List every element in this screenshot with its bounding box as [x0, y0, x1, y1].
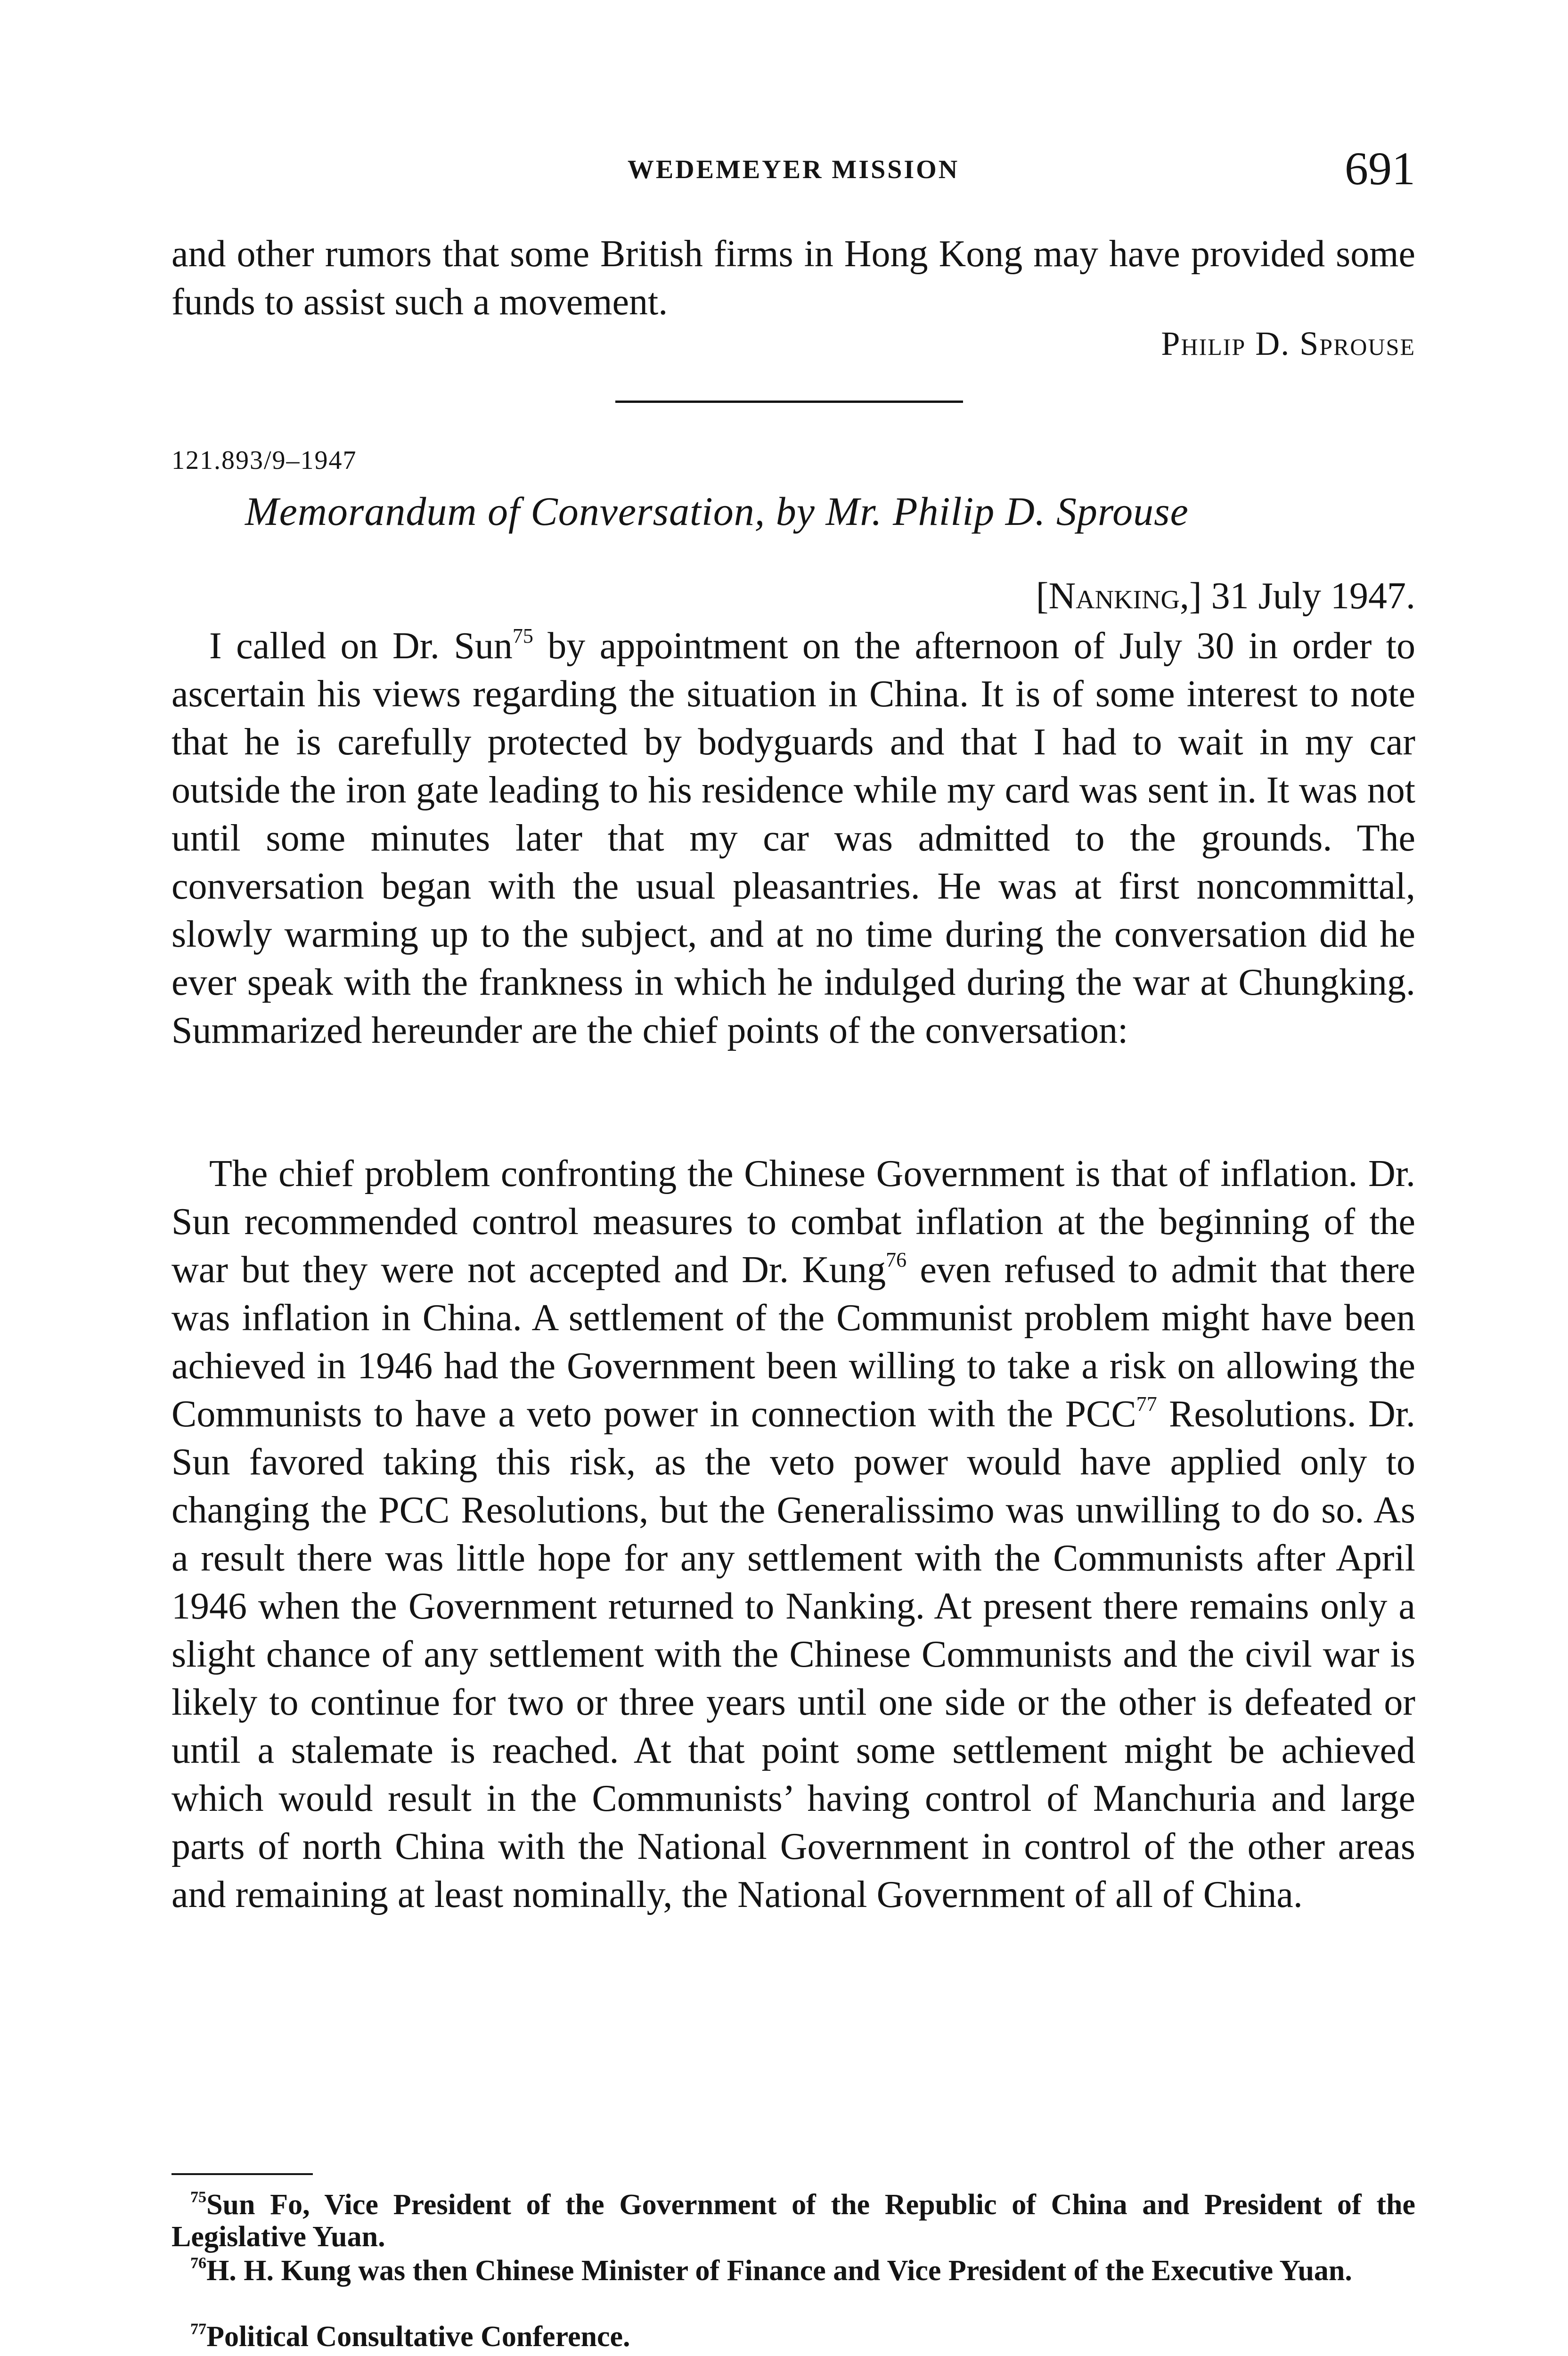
p1-text-a: I called on Dr. Sun: [209, 625, 513, 667]
footnote-text-77: Political Consultative Conference.: [206, 2321, 630, 2353]
page-number: 691: [1345, 142, 1415, 195]
running-head: WEDEMEYER MISSION: [627, 155, 960, 184]
dateline: [1036, 575, 1415, 618]
footnote-mark-76: 76: [190, 2254, 207, 2272]
page-header: [172, 141, 1415, 198]
signature: Philip D. Sprouse: [1161, 325, 1415, 362]
p1-text-b: by appointment on the afternoon of July 30 in order to ascertain his views regarding the situation in China. It is of some interest to note that he is carefully protected by bodyguards and that I had to wait in my car outside the iron gate leading to his residence while my card was sent in. It was not until some minutes later that my car was admitted to the grounds. The conversation began with the usual pleasantries. He was at first noncommittal, slowly warming up to the subject, and at no time during the conversation did he ever speak with the frankness in which he indulged during the war at Chungking. Summarized hereunder are the chief points of the conversation:: [172, 625, 1416, 1051]
footnote-ref-76[interactable]: 76: [886, 1248, 907, 1271]
footnote-75: [172, 2189, 1415, 2253]
footnote-text-75: Sun Fo, Vice President of the Government of the Republic of China and President of the Legislative Yuan.: [172, 2189, 1415, 2253]
body-paragraph-1: [172, 622, 1415, 1055]
footnote-text-76: H. H. Kung was then Chinese Minister of Finance and Vice President of the Executive Yuan.: [206, 2255, 1352, 2287]
section-divider: [615, 401, 963, 403]
p2-text-c: Resolutions. Dr. Sun favored taking this risk, as the veto power would have applied only to changing the PCC Resolutions, but the Generalissimo was unwilling to do so. As a result there was little hope for any settlement with the Communists after April 1946 when the Government returned to Nanking. At present there remains only a slight chance of any settlement with the Chinese Communists and the civil war is likely to continue for two or three years until one side or the other is defeated or until a stalemate is reached. At that point some settlement might be achieved which would result in the Communists’ having control of Manchuria and large parts of north China with the National Government in control of the other areas and remaining at least nominally, the National Government of all of China.: [172, 1393, 1416, 1915]
footnote-ref-75[interactable]: 75: [512, 624, 533, 647]
footnote-mark-75: 75: [190, 2188, 207, 2206]
dateline-place: [Nanking,]: [1036, 575, 1202, 617]
body-paragraph-2: [172, 1150, 1415, 1919]
continuation-paragraph: and other rumors that some British firms in Hong Kong may have provided some funds to assist such a movement.: [172, 233, 1415, 323]
document-title: Memorandum of Conversation, by Mr. Philip D. Sprouse: [245, 489, 1189, 534]
p2-text-a: The chief problem confronting the Chinese Government is that of inflation. Dr. Sun recommended control measures to combat inflation at the beginning of the war but they were not accepted and Dr. Kung: [172, 1153, 1415, 1291]
footnote-76: [172, 2255, 1415, 2287]
footnote-77: [172, 2321, 1415, 2353]
file-number: 121.893/9–1947: [172, 446, 357, 475]
footnote-divider: [172, 2173, 313, 2175]
footnote-mark-77: 77: [190, 2320, 207, 2338]
dateline-date: 31 July 1947.: [1211, 575, 1415, 617]
footnote-ref-77[interactable]: 77: [1136, 1392, 1157, 1415]
p2-text-b: even refused to admit that there was inflation in China. A settlement of the Communist problem might have been achieved in 1946 had the Government been willing to take a risk on allowing the Communists to have a veto power in connection with the PCC: [172, 1249, 1416, 1435]
